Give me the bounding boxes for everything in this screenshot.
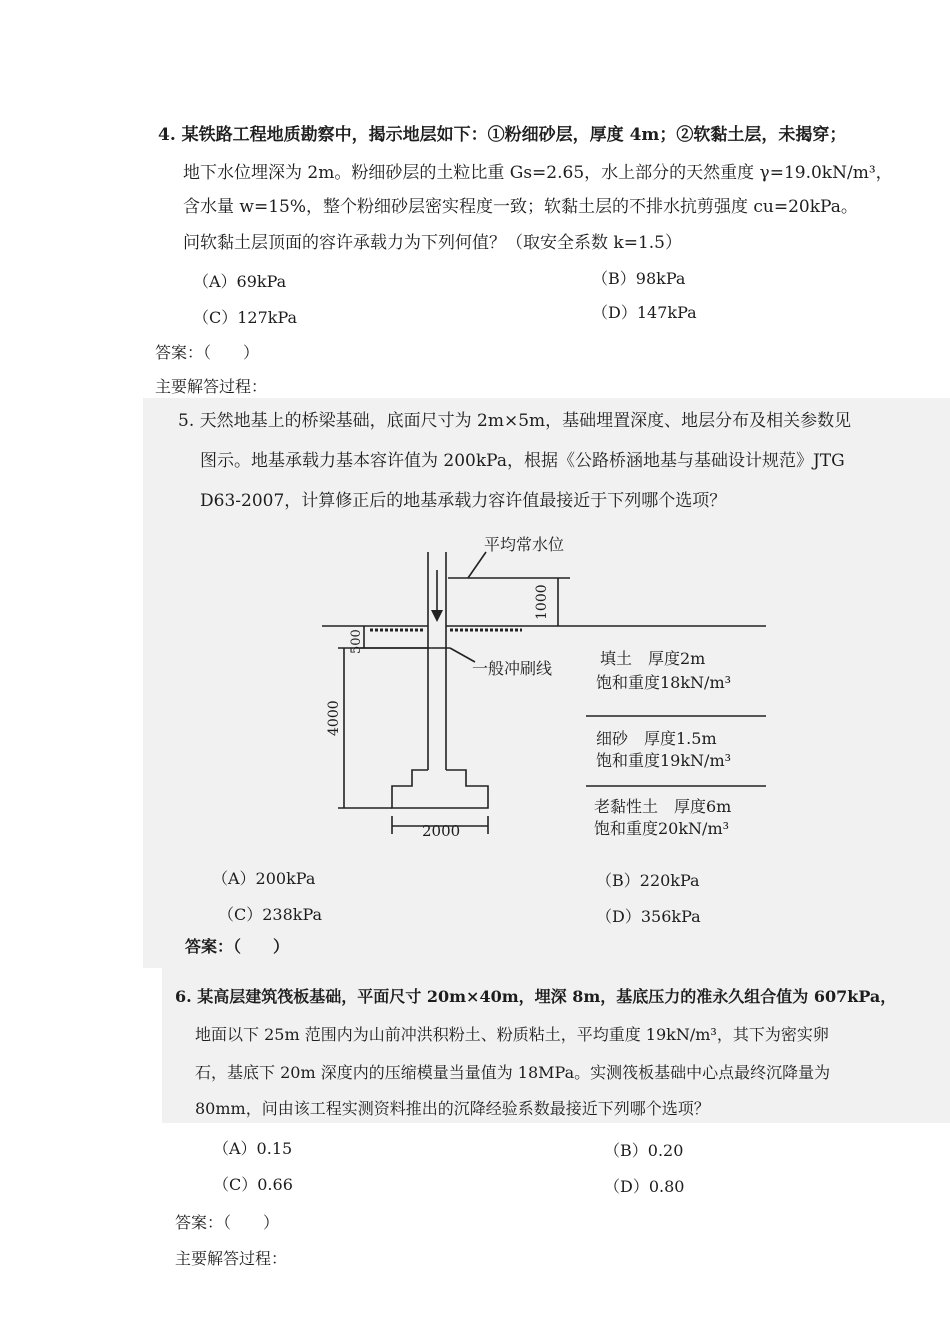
layer-2-weight: 饱和重度19kN/m³	[596, 751, 732, 770]
q5-option-a: （A）200kPa	[212, 869, 316, 888]
foundation-outline	[392, 770, 488, 808]
q5-option-d: （D）356kPa	[596, 907, 701, 926]
dim-2000-label: 2000	[422, 822, 461, 840]
q4-line-1: 4. 某铁路工程地质勘察中，揭示地层如下：①粉细砂层，厚度 4m；②软黏土层，未揭穿；	[158, 125, 847, 145]
q6-option-b: （B）0.20	[604, 1141, 684, 1160]
q4-line-4: 问软黏土层顶面的容许承载力为下列何值？（取安全系数 k=1.5）	[183, 233, 682, 253]
q4-answer: 答案：（ ）	[155, 343, 260, 362]
q4-process: 主要解答过程：	[155, 377, 268, 396]
layer-3-weight: 饱和重度20kN/m³	[594, 819, 730, 838]
layer-3-name: 老黏性土 厚度6m	[594, 797, 732, 816]
q5-option-c: （C）238kPa	[218, 905, 323, 924]
q6-process: 主要解答过程：	[175, 1249, 288, 1268]
q6-answer: 答案：（ ）	[175, 1213, 280, 1232]
q4-line-2: 地下水位埋深为 2m。粉细砂层的土粒比重 Gs=2.65，水上部分的天然重度 γ=19.0kN/m³，	[183, 163, 893, 183]
scour-line-label: 一般冲刷线	[472, 659, 553, 678]
water-level-leader	[468, 552, 486, 578]
q5-answer: 答案：（ ）	[185, 937, 290, 956]
layer-1-name: 填土 厚度2m	[600, 649, 706, 668]
q6-line-1: 6. 某高层建筑筏板基础，平面尺寸 20m×40m，埋深 8m，基底压力的准永久组合值为 607kPa，	[175, 987, 897, 1006]
q6-option-c: （C）0.66	[213, 1175, 293, 1194]
water-level-label: 平均常水位	[484, 535, 565, 554]
q5-option-b: （B）220kPa	[596, 871, 700, 890]
q4-line-3: 含水量 w=15%，整个粉细砂层密实程度一致；软黏土层的不排水抗剪强度 cu=20kPa。	[183, 197, 858, 217]
layer-1-weight: 饱和重度18kN/m³	[596, 673, 732, 692]
q6-line-4: 80mm，问由该工程实测资料推出的沉降经验系数最接近下列哪个选项？	[195, 1099, 710, 1118]
q5-line-1: 5. 天然地基上的桥梁基础，底面尺寸为 2m×5m，基础埋置深度、地层分布及相关参数见	[178, 411, 852, 431]
dim-1000-label: 1000	[534, 584, 550, 620]
q6-option-d: （D）0.80	[604, 1177, 685, 1196]
q4-option-c: （C）127kPa	[193, 308, 298, 327]
q5-line-3: D63-2007，计算修正后的地基承载力容许值最接近于下列哪个选项？	[200, 491, 727, 511]
load-arrow-head	[431, 610, 443, 622]
dim-500-label: 500	[349, 629, 364, 654]
q6-line-3: 石，基底下 20m 深度内的压缩模量当量值为 18MPa。实测筏板基础中心点最终沉降量为	[195, 1063, 831, 1082]
q4-option-a: （A）69kPa	[193, 272, 287, 291]
layer-2-name: 细砂 厚度1.5m	[596, 729, 717, 748]
q4-option-d: （D）147kPa	[592, 303, 697, 322]
q6-line-2: 地面以下 25m 范围内为山前冲洪积粉土、粉质粘土，平均重度 19kN/m³，其下为密实卵	[195, 1025, 829, 1044]
foundation-diagram	[300, 530, 780, 850]
q6-option-a: （A）0.15	[213, 1139, 293, 1158]
dim-4000-label: 4000	[326, 700, 342, 736]
q5-line-2: 图示。地基承载力基本容许值为 200kPa，根据《公路桥涵地基与基础设计规范》JTG	[200, 451, 845, 471]
q4-option-b: （B）98kPa	[592, 269, 686, 288]
